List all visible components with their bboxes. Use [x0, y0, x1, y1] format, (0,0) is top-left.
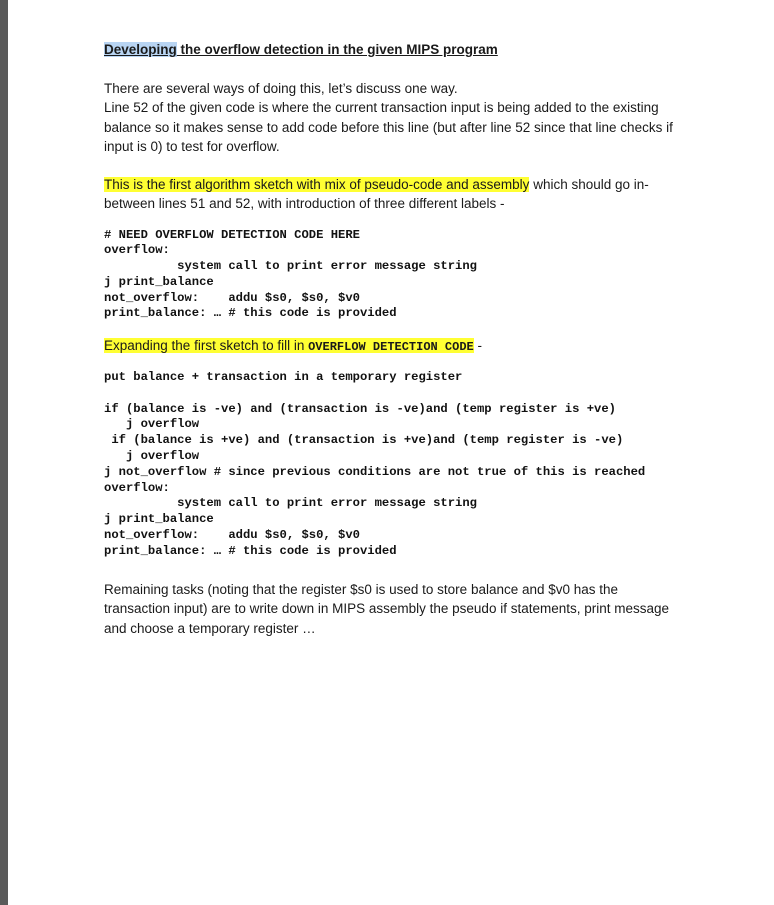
code-line: print_balance: … # this code is provided	[104, 543, 397, 558]
code-line: system call to print error message string	[104, 259, 477, 274]
intro-line: input is 0) to test for overflow.	[104, 139, 280, 154]
remaining-line: and choose a temporary register …	[104, 620, 316, 636]
intro-line: There are several ways of doing this, let’s discuss one way.	[104, 80, 458, 96]
code-line: # NEED OVERFLOW DETECTION CODE HERE	[104, 227, 360, 242]
title-selected-text: Developing	[104, 42, 177, 57]
title-text: the overflow detection in the given MIPS program	[176, 42, 498, 57]
intro-line: Line 52 of the given code is where the current transaction input is being added to the existing	[104, 100, 659, 115]
code-block-expanded	[104, 402, 744, 560]
code-line: system call to print error message string	[104, 496, 477, 511]
code-line-temp-register: put balance + transaction in a temporary register	[104, 369, 463, 384]
code-line: if (balance is -ve) and (transaction is -ve)and (temp register is +ve)	[104, 401, 616, 416]
code-block-sketch	[104, 228, 744, 323]
code-line: j print_balance	[104, 512, 214, 527]
remaining-line: Remaining tasks (noting that the register $s0 is used to store balance and $v0 has the	[104, 581, 619, 597]
code-line: print_balance: … # this code is provided	[104, 306, 397, 321]
highlighted-text: Expanding the first sketch to fill in OVERFLOW DETECTION CODE	[104, 338, 474, 355]
code-line: not_overflow: addu $s0, $s0, $v0	[104, 527, 360, 542]
code-line: j not_overflow # since previous conditions are not true of this is reached	[104, 464, 646, 479]
expand-heading: Expanding the first sketch to fill in OVERFLOW DETECTION CODE -	[104, 338, 482, 355]
remaining-line: transaction input) are to write down in MIPS assembly the pseudo if statements, print message	[104, 601, 670, 617]
code-line: j print_balance	[104, 274, 214, 289]
code-line: j overflow	[104, 448, 200, 463]
code-line: overflow:	[104, 480, 170, 495]
window-left-border	[0, 0, 8, 905]
sketch-paragraph-line2: between lines 51 and 52, with introduction of three different labels -	[104, 196, 505, 211]
sketch-paragraph: This is the first algorithm sketch with mix of pseudo-code and assembly which should go in-	[104, 176, 649, 192]
code-line: j overflow	[104, 417, 200, 432]
code-line: not_overflow: addu $s0, $s0, $v0	[104, 290, 360, 305]
document-page	[104, 40, 744, 638]
highlighted-text: This is the first algorithm sketch with mix of pseudo-code and assembly	[104, 176, 530, 192]
code-line: overflow:	[104, 243, 170, 258]
intro-line: balance so it makes sense to add code before this line (but after line 52 since that line checks if	[104, 119, 673, 135]
code-line: if (balance is +ve) and (transaction is +ve)and (temp register is -ve)	[104, 433, 624, 448]
document-title	[104, 40, 744, 60]
